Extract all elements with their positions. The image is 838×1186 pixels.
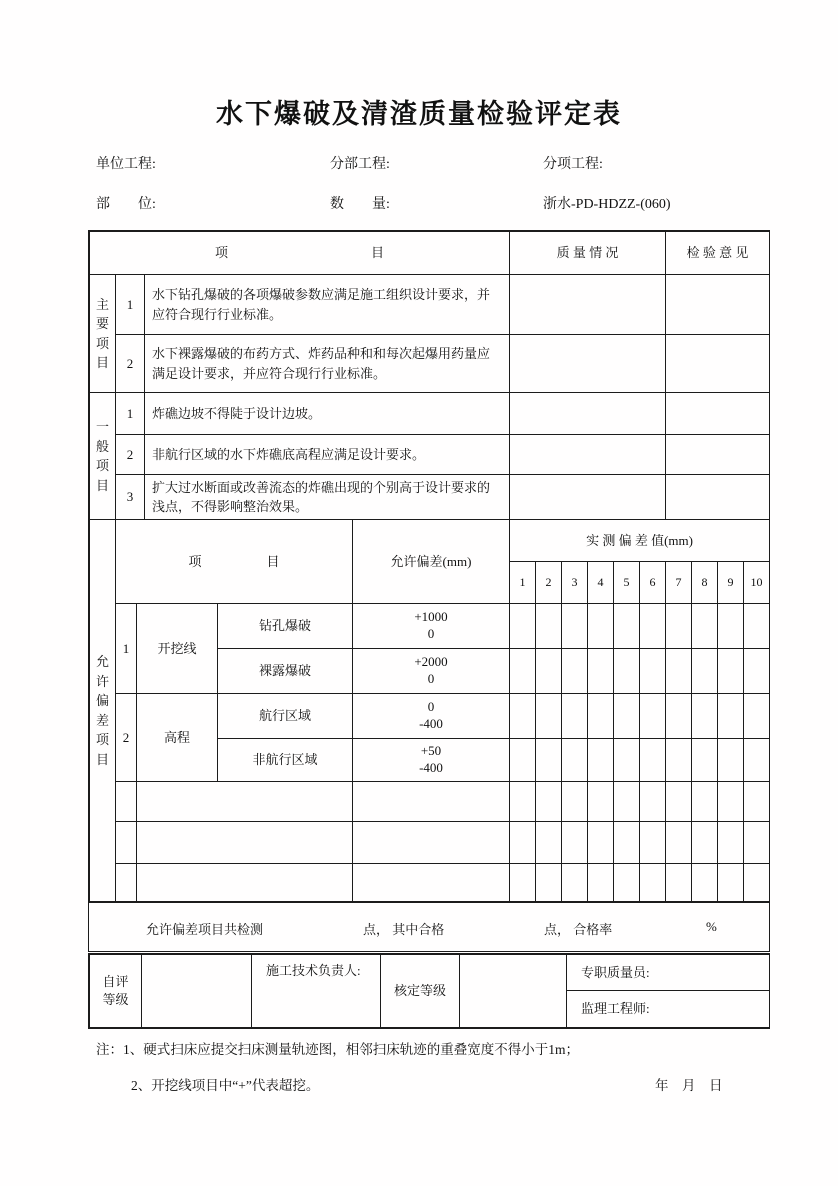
col-no: 3 bbox=[562, 562, 588, 604]
measured-cell[interactable] bbox=[588, 864, 614, 902]
allowed-value: +1000 0 bbox=[353, 604, 510, 649]
measured-cell[interactable] bbox=[718, 864, 744, 902]
subitem-project-label: 分项工程: bbox=[543, 157, 603, 172]
quality-cell[interactable] bbox=[510, 435, 666, 475]
page-title: 水下爆破及清渣质量检验评定表 bbox=[216, 99, 622, 129]
measured-cell[interactable] bbox=[510, 604, 536, 649]
col-no: 9 bbox=[718, 562, 744, 604]
measured-cell[interactable] bbox=[562, 864, 588, 902]
opinion-cell[interactable] bbox=[666, 393, 770, 435]
item-text: 炸礁边坡不得陡于设计边坡。 bbox=[145, 393, 510, 435]
row-no: 1 bbox=[116, 393, 145, 435]
empty-item-cell[interactable] bbox=[137, 782, 353, 822]
measured-cell[interactable] bbox=[718, 694, 744, 739]
verify-rating-cell[interactable] bbox=[460, 955, 567, 1028]
row-no: 2 bbox=[116, 694, 137, 782]
empty-no-cell[interactable] bbox=[116, 864, 137, 902]
measured-cell[interactable] bbox=[640, 822, 666, 864]
col-no: 10 bbox=[744, 562, 770, 604]
allowed-value: +50 -400 bbox=[353, 739, 510, 782]
measured-cell[interactable] bbox=[692, 694, 718, 739]
measured-cell[interactable] bbox=[588, 604, 614, 649]
measured-cell[interactable] bbox=[562, 649, 588, 694]
measured-cell[interactable] bbox=[510, 864, 536, 902]
measured-cell[interactable] bbox=[614, 649, 640, 694]
measured-cell[interactable] bbox=[744, 604, 770, 649]
row-no: 2 bbox=[116, 435, 145, 475]
measured-cell[interactable] bbox=[536, 649, 562, 694]
division-project-label: 分部工程: bbox=[330, 157, 390, 172]
row-no: 1 bbox=[116, 604, 137, 694]
measured-cell[interactable] bbox=[640, 782, 666, 822]
measured-cell[interactable] bbox=[744, 782, 770, 822]
measured-cell[interactable] bbox=[666, 864, 692, 902]
quality-cell[interactable] bbox=[510, 475, 666, 520]
allowed-value: +2000 0 bbox=[353, 649, 510, 694]
measured-cell[interactable] bbox=[666, 782, 692, 822]
quality-cell[interactable] bbox=[510, 335, 666, 393]
note-line-1: 注：1、硬式扫床应提交扫床测量轨迹图，相邻扫床轨迹的重叠宽度不得小于1m； bbox=[96, 1042, 579, 1057]
measured-cell[interactable] bbox=[562, 822, 588, 864]
row-sub: 航行区域 bbox=[218, 694, 353, 739]
measured-deviation-header: 实 测 偏 差 值(mm) bbox=[510, 520, 770, 562]
main-table bbox=[88, 230, 770, 952]
measured-cell[interactable] bbox=[536, 864, 562, 902]
self-rating-label: 自评等级 bbox=[90, 955, 142, 1028]
measured-cell[interactable] bbox=[510, 649, 536, 694]
measured-cell[interactable] bbox=[562, 694, 588, 739]
quantity-label: 数 量: bbox=[330, 197, 390, 212]
col-no: 5 bbox=[614, 562, 640, 604]
measured-cell[interactable] bbox=[692, 649, 718, 694]
empty-no-cell[interactable] bbox=[116, 782, 137, 822]
quality-cell[interactable] bbox=[510, 393, 666, 435]
summary-rate-label: 点， 合格率 bbox=[544, 922, 613, 937]
deviation-side-label: 允许偏差项目 bbox=[90, 520, 116, 902]
measured-cell[interactable] bbox=[614, 822, 640, 864]
col-no: 7 bbox=[666, 562, 692, 604]
measured-cell[interactable] bbox=[562, 739, 588, 782]
measured-cell[interactable] bbox=[692, 782, 718, 822]
item-text: 扩大过水断面或改善流态的炸礁出现的个别高于设计要求的浅点，不得影响整治效果。 bbox=[145, 475, 510, 520]
measured-cell[interactable] bbox=[536, 694, 562, 739]
measured-cell[interactable] bbox=[692, 604, 718, 649]
quality-header: 质 量 情 况 bbox=[510, 232, 666, 275]
item-text: 水下钻孔爆破的各项爆破参数应满足施工组织设计要求，并应符合现行行业标准。 bbox=[145, 275, 510, 335]
row-no: 2 bbox=[116, 335, 145, 393]
measured-cell[interactable] bbox=[614, 782, 640, 822]
measured-cell[interactable] bbox=[692, 739, 718, 782]
measured-cell[interactable] bbox=[666, 604, 692, 649]
row-name: 开挖线 bbox=[137, 604, 218, 694]
measured-cell[interactable] bbox=[718, 649, 744, 694]
measured-cell[interactable] bbox=[718, 822, 744, 864]
measured-cell[interactable] bbox=[588, 822, 614, 864]
row-sub: 钻孔爆破 bbox=[218, 604, 353, 649]
supervisor-label: 监理工程师: bbox=[567, 991, 770, 1028]
measured-cell[interactable] bbox=[640, 649, 666, 694]
deviation-table bbox=[89, 519, 770, 902]
col-no: 1 bbox=[510, 562, 536, 604]
measured-cell[interactable] bbox=[692, 864, 718, 902]
quality-officer-label: 专职质量员: bbox=[567, 955, 770, 991]
empty-item-cell[interactable] bbox=[137, 864, 353, 902]
measured-cell[interactable] bbox=[666, 694, 692, 739]
measured-cell[interactable] bbox=[536, 782, 562, 822]
measured-cell[interactable] bbox=[588, 649, 614, 694]
note-line-2: 2、开挖线项目中“+”代表超挖。 bbox=[131, 1078, 320, 1093]
measured-cell[interactable] bbox=[640, 864, 666, 902]
measured-cell[interactable] bbox=[536, 604, 562, 649]
part-label: 部 位: bbox=[96, 197, 156, 212]
item-header: 项 目 bbox=[90, 232, 510, 275]
measured-cell[interactable] bbox=[744, 649, 770, 694]
row-name: 高程 bbox=[137, 694, 218, 782]
opinion-cell[interactable] bbox=[666, 475, 770, 520]
summary-row bbox=[89, 902, 769, 951]
group-label-general: 一般项目 bbox=[90, 393, 116, 520]
measured-cell[interactable] bbox=[588, 782, 614, 822]
item-text: 非航行区域的水下炸礁底高程应满足设计要求。 bbox=[145, 435, 510, 475]
measured-cell[interactable] bbox=[614, 694, 640, 739]
col-no: 8 bbox=[692, 562, 718, 604]
measured-cell[interactable] bbox=[744, 864, 770, 902]
measured-cell[interactable] bbox=[536, 822, 562, 864]
opinion-header: 检 验 意 见 bbox=[666, 232, 770, 275]
allowed-value: 0 -400 bbox=[353, 694, 510, 739]
empty-allowed-cell[interactable] bbox=[353, 782, 510, 822]
self-rating-cell[interactable] bbox=[142, 955, 252, 1028]
empty-allowed-cell[interactable] bbox=[353, 822, 510, 864]
measured-cell[interactable] bbox=[562, 604, 588, 649]
summary-checked-label: 允许偏差项目共检测 bbox=[146, 922, 264, 937]
empty-allowed-cell[interactable] bbox=[353, 864, 510, 902]
col-no: 6 bbox=[640, 562, 666, 604]
inspection-table bbox=[89, 231, 770, 520]
measured-cell[interactable] bbox=[562, 782, 588, 822]
measured-cell[interactable] bbox=[640, 604, 666, 649]
measured-cell[interactable] bbox=[640, 694, 666, 739]
measured-cell[interactable] bbox=[614, 864, 640, 902]
measured-cell[interactable] bbox=[510, 694, 536, 739]
measured-cell[interactable] bbox=[614, 604, 640, 649]
measured-cell[interactable] bbox=[614, 739, 640, 782]
quality-cell[interactable] bbox=[510, 275, 666, 335]
row-no: 3 bbox=[116, 475, 145, 520]
row-no: 1 bbox=[116, 275, 145, 335]
measured-cell[interactable] bbox=[510, 782, 536, 822]
measured-cell[interactable] bbox=[666, 649, 692, 694]
group-label-main: 主要项目 bbox=[90, 275, 116, 393]
measured-cell[interactable] bbox=[510, 739, 536, 782]
measured-cell[interactable] bbox=[744, 739, 770, 782]
summary-percent-label: % bbox=[706, 919, 717, 934]
rating-table bbox=[88, 953, 770, 1029]
date-placeholder: 年 月 日 bbox=[655, 1078, 723, 1093]
measured-cell[interactable] bbox=[666, 822, 692, 864]
measured-cell[interactable] bbox=[510, 822, 536, 864]
unit-project-label: 单位工程: bbox=[96, 157, 156, 172]
opinion-cell[interactable] bbox=[666, 275, 770, 335]
empty-no-cell[interactable] bbox=[116, 822, 137, 864]
col-no: 2 bbox=[536, 562, 562, 604]
measured-cell[interactable] bbox=[588, 694, 614, 739]
allowed-deviation-header: 允许偏差(mm) bbox=[353, 520, 510, 604]
measured-cell[interactable] bbox=[744, 694, 770, 739]
measured-cell[interactable] bbox=[718, 739, 744, 782]
measured-cell[interactable] bbox=[640, 739, 666, 782]
measured-cell[interactable] bbox=[666, 739, 692, 782]
opinion-cell[interactable] bbox=[666, 335, 770, 393]
item-text: 水下裸露爆破的布药方式、炸药品种和和每次起爆用药量应满足设计要求，并应符合现行行业标准。 bbox=[145, 335, 510, 393]
col-no: 4 bbox=[588, 562, 614, 604]
measured-cell[interactable] bbox=[718, 782, 744, 822]
row-sub: 非航行区域 bbox=[218, 739, 353, 782]
measured-cell[interactable] bbox=[536, 739, 562, 782]
tech-lead-label: 施工技术负责人: bbox=[252, 955, 381, 1028]
measured-cell[interactable] bbox=[718, 604, 744, 649]
opinion-cell[interactable] bbox=[666, 435, 770, 475]
form-code: 浙水-PD-HDZZ-(060) bbox=[543, 197, 671, 212]
row-sub: 裸露爆破 bbox=[218, 649, 353, 694]
deviation-item-header: 项 目 bbox=[116, 520, 353, 604]
empty-item-cell[interactable] bbox=[137, 822, 353, 864]
summary-mid-label: 点， 其中合格 bbox=[363, 922, 445, 937]
measured-cell[interactable] bbox=[744, 822, 770, 864]
measured-cell[interactable] bbox=[692, 822, 718, 864]
measured-cell[interactable] bbox=[588, 739, 614, 782]
verify-rating-label: 核定等级 bbox=[381, 955, 460, 1028]
